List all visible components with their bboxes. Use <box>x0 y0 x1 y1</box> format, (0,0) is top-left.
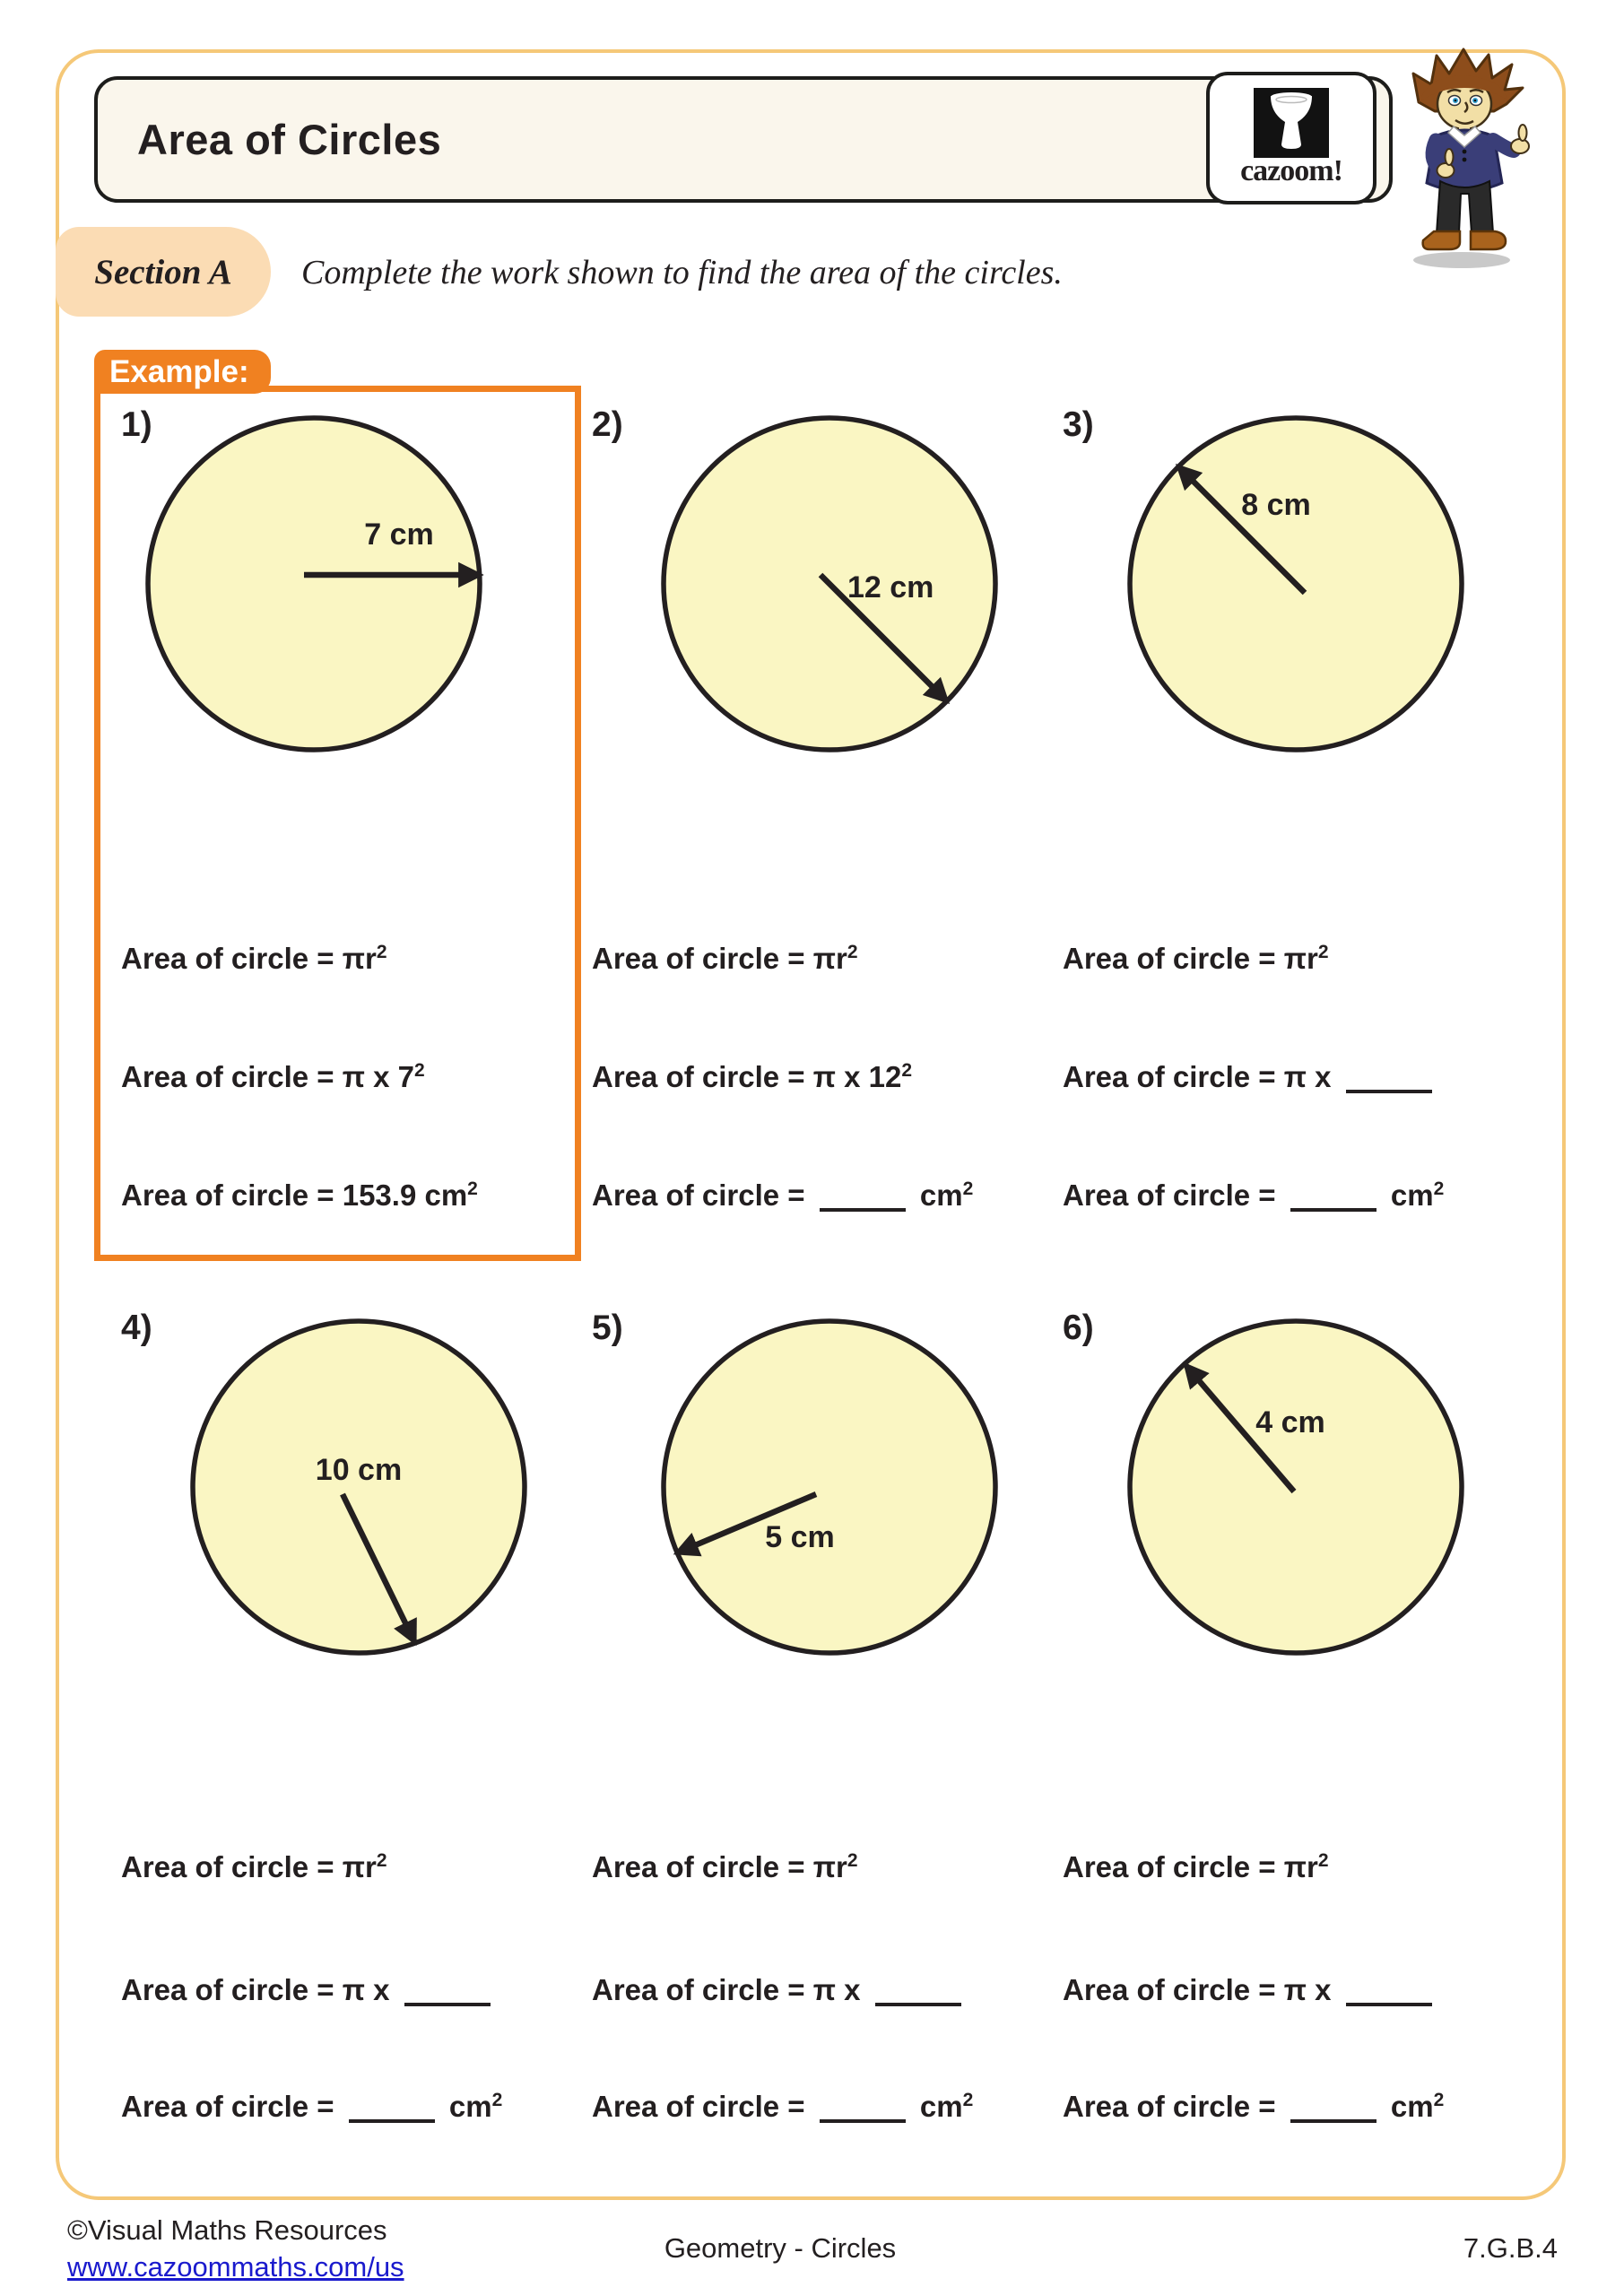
section-a-instruction: Complete the work shown to find the area of the circles. <box>301 254 1063 291</box>
problem-number: 1) <box>121 405 152 444</box>
problem-figure <box>103 1303 574 1682</box>
superscript: 2 <box>376 1850 387 1871</box>
problem-figure <box>1045 1303 1515 1682</box>
formula-line-2: Area of circle = π x $12^2$ <box>592 1060 913 1093</box>
formula-line-1: Area of circle = $\pi r^2$ <box>592 942 858 975</box>
radius-label: 12 cm <box>847 570 934 604</box>
problem-figure <box>103 400 574 778</box>
radius-label: 8 cm <box>1241 488 1311 522</box>
drum-icon <box>1254 88 1329 158</box>
radius-label: 5 cm <box>765 1520 835 1554</box>
formula-line-2: Area of circle = π x <box>592 1973 968 2007</box>
formula-line-1: Area of circle = $\pi r^2$ <box>1063 942 1329 975</box>
superscript: 2 <box>1433 2090 1445 2110</box>
example-tab: Example: <box>94 350 271 394</box>
problems-row-2-figures <box>103 1303 1515 1682</box>
formula-line-3: Area of circle = $cm^2$ <box>121 2090 503 2123</box>
superscript: 2 <box>467 1178 478 1199</box>
problem-number: 6) <box>1063 1309 1094 1347</box>
problem-figure <box>574 1303 1045 1682</box>
answer-blank <box>820 2119 906 2123</box>
shoe <box>1471 231 1506 249</box>
circle-diagram <box>574 400 1045 778</box>
superscript: 2 <box>962 1178 974 1199</box>
circle-diagram <box>1045 400 1515 778</box>
circle-shape <box>193 1321 525 1653</box>
footer-topic: Geometry - Circles <box>664 2232 897 2264</box>
answer-blank <box>1346 1090 1432 1093</box>
problem-formulas <box>103 1850 574 2130</box>
problem-formulas <box>574 1850 1045 2130</box>
circle-shape <box>664 1321 995 1653</box>
problem-formulas <box>1045 942 1515 1222</box>
formula-line-3: Area of circle = $cm^2$ <box>592 1178 974 1212</box>
answer-blank <box>1290 2119 1376 2123</box>
circle-diagram <box>1045 1303 1515 1682</box>
formula-line-3: Area of circle = $cm^2$ <box>1063 2090 1445 2123</box>
formula-line-3: Area of circle = $cm^2$ <box>592 2090 974 2123</box>
formula-line-2: Area of circle = π x <box>1063 1973 1438 2007</box>
formula-line-1: Area of circle = $\pi r^2$ <box>121 1850 387 1883</box>
pants <box>1437 181 1493 233</box>
superscript: 2 <box>1433 1178 1445 1199</box>
superscript: 2 <box>847 1850 858 1871</box>
circle-diagram <box>574 1303 1045 1682</box>
problem-figure <box>574 400 1045 778</box>
superscript: 2 <box>1317 1850 1329 1871</box>
answer-blank <box>1290 1208 1376 1212</box>
problems-row-2-formulas <box>103 1850 1515 2130</box>
superscript: 2 <box>847 942 858 962</box>
superscript: 2 <box>491 2090 503 2110</box>
answer-blank <box>404 2003 491 2006</box>
footer-standard-code: 7.G.B.4 <box>1463 2232 1558 2264</box>
radius-label: 7 cm <box>364 517 434 552</box>
page-title: Area of Circles <box>137 116 442 163</box>
formula-line-3: Area of circle = $cm^2$ <box>1063 1178 1445 1212</box>
circle-diagram <box>103 400 574 778</box>
circle-shape <box>148 418 480 750</box>
answer-blank <box>1346 2003 1432 2006</box>
problems-row-1-figures <box>103 400 1515 778</box>
formula-line-1: Area of circle = $\pi r^2$ <box>1063 1850 1329 1883</box>
problem-number: 5) <box>592 1309 623 1347</box>
cazoom-logo <box>1206 72 1376 204</box>
formula-line-1: Area of circle = $\pi r^2$ <box>592 1850 858 1883</box>
radius-label: 4 cm <box>1255 1405 1325 1439</box>
section-a-badge <box>56 227 271 317</box>
worksheet-header <box>94 76 1393 203</box>
section-a-label: Section A <box>94 252 232 291</box>
answer-blank <box>349 2119 435 2123</box>
formula-line-3: Area of circle = 153.9 $cm^2$ <box>121 1178 478 1212</box>
problem-number: 3) <box>1063 405 1094 444</box>
problem-number: 4) <box>121 1309 152 1347</box>
formula-line-2: Area of circle = π x <box>1063 1060 1438 1094</box>
logo-wordmark: cazoom! <box>1240 154 1342 187</box>
superscript: 2 <box>1317 942 1329 962</box>
formula-line-1: Area of circle = $\pi r^2$ <box>121 942 387 975</box>
problem-number: 2) <box>592 405 623 444</box>
answer-blank <box>875 2003 961 2006</box>
radius-label: 10 cm <box>315 1453 403 1487</box>
answer-blank <box>820 1208 906 1212</box>
circle-diagram <box>103 1303 574 1682</box>
problem-formulas <box>1045 1850 1515 2130</box>
superscript: 2 <box>414 1060 425 1081</box>
superscript: 2 <box>376 942 387 962</box>
footer-website-link[interactable]: www.cazoommaths.com/us <box>67 2251 404 2283</box>
formula-line-2: Area of circle = π x <box>121 1973 497 2007</box>
formula-line-2: Area of circle = π x $7^2$ <box>121 1060 425 1093</box>
mascot-boy-illustration <box>1388 45 1542 271</box>
shoe <box>1423 231 1460 249</box>
problems-row-1-formulas <box>103 942 1515 1222</box>
superscript: 2 <box>901 1060 913 1081</box>
footer-copyright: ©Visual Maths Resources <box>67 2214 387 2246</box>
problem-figure <box>1045 400 1515 778</box>
problem-formulas <box>103 942 574 1222</box>
problem-formulas <box>574 942 1045 1222</box>
circle-shape <box>1130 1321 1462 1653</box>
superscript: 2 <box>962 2090 974 2110</box>
